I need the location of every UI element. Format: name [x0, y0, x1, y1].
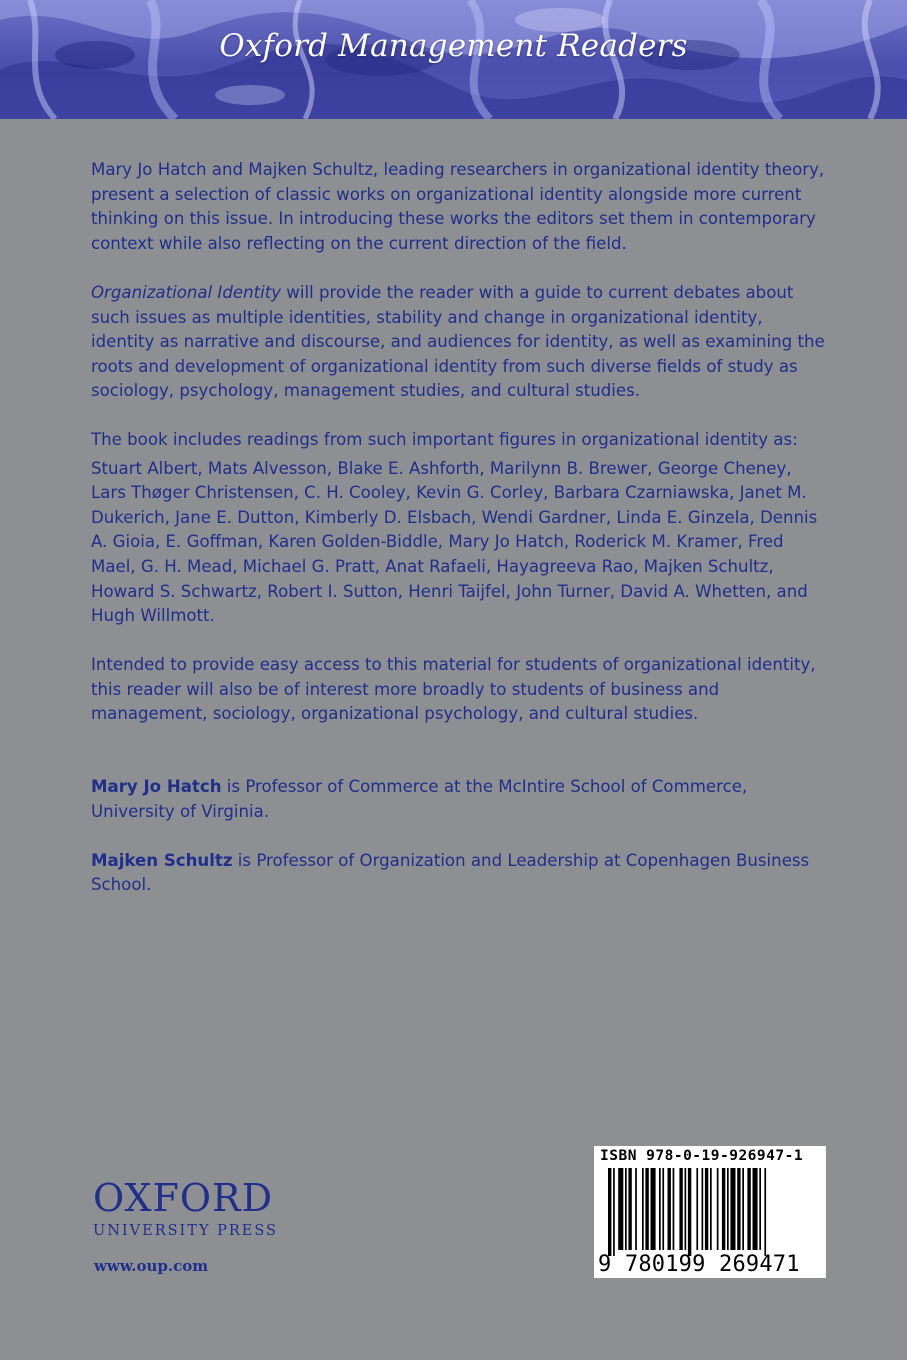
- author-name: Majken Schultz: [91, 850, 233, 870]
- barcode-icon: [608, 1168, 812, 1256]
- summary-paragraph: Mary Jo Hatch and Majken Schultz, leading researchers in organizational identity theory, present a selection of classic works on organizational identity alongside more current thinking on this issue. In introducing these works the editors set them in contemporary context while also reflecting on the current direction of the field.: [91, 160, 825, 253]
- isbn-label: ISBN 978-0-19-926947-1: [600, 1148, 804, 1164]
- publisher-logo: [93, 1176, 303, 1240]
- author-bio-1: [91, 775, 831, 824]
- readings-intro: The book includes readings from such important figures in organizational identity as:: [91, 429, 798, 449]
- series-title: Oxford Management Readers: [219, 28, 688, 64]
- back-cover-description: [91, 158, 831, 898]
- barcode-digits: 9 780199 269471: [598, 1252, 800, 1277]
- topics-text: will provide the reader with a guide to current debates about such issues as multiple identities, stability and change in organizational identity, identity as narrative and discourse, and audiences for identity, as well as examining the roots and development of organizational identity from such diverse fields of study as sociology, psychology, management studies, and cultural studies.: [91, 282, 825, 401]
- author-bio-text: is Professor of Commerce at the McIntire School of Commerce, University of Virginia.: [91, 777, 748, 821]
- topics-paragraph: [91, 281, 831, 404]
- publisher-subtitle: UNIVERSITY PRESS: [93, 1223, 278, 1239]
- author-bio-2: [91, 849, 831, 898]
- author-name: Mary Jo Hatch: [91, 777, 222, 797]
- author-bio-text: is Professor of Organization and Leadership at Copenhagen Business School.: [91, 850, 810, 895]
- audience-paragraph: Intended to provide easy access to this material for students of organizational identity, this reader will also be of interest more broadly to students of business and management, sociology, organizational psychology, and cultural studies.: [91, 655, 816, 724]
- publisher-website: www.oup.com: [94, 1257, 209, 1275]
- contributors-list: Stuart Albert, Mats Alvesson, Blake E. Ashforth, Marilynn B. Brewer, George Cheney, Lars Thøger Christensen, C. H. Cooley, Kevin G. Corley, Barbara Czarniawska, Janet M. Dukerich, Jane E. Dutton, Kimberly D. Elsbach, Wendi Gardner, Linda E. Ginzela, Dennis A. Gioia, E. Goffman, Karen Golden-Biddle, Mary Jo Hatch, Roderick M. Kramer, Fred Mael, G. H. Mead, Michael G. Pratt, Anat Rafaeli, Hayagreeva Rao, Majken Schultz, Howard S. Schwartz, Robert I. Sutton, Henri Taijfel, John Turner, David A. Whetten, and Hugh Willmott.: [91, 458, 818, 626]
- isbn-barcode: [594, 1146, 826, 1278]
- cover-banner: [0, 0, 907, 119]
- book-title: Organizational Identity: [91, 282, 282, 302]
- publisher-name: OXFORD: [93, 1176, 274, 1220]
